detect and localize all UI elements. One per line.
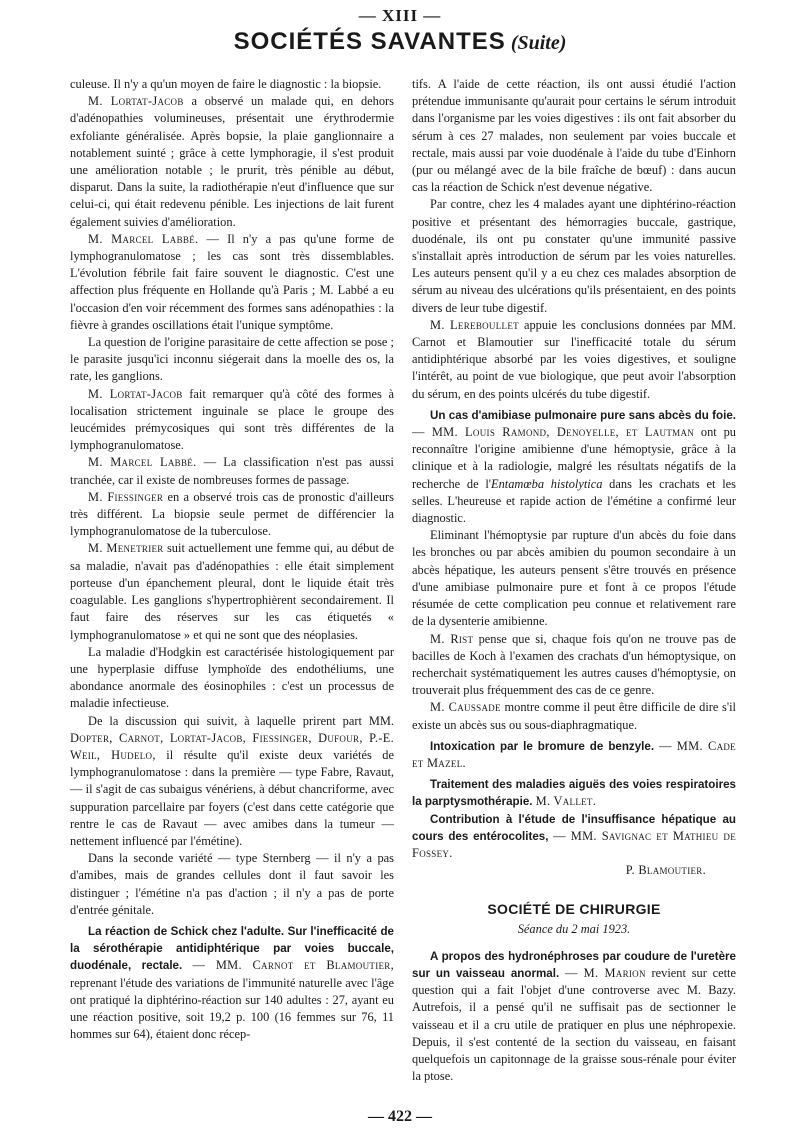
- speaker-name: M. Marcel Labbé.: [88, 455, 197, 470]
- paragraph: Dans la seconde variété — type Sternberg — il n'y a pas d'amibes, mais de grandes cellules dont il faut savoir les distinguer ; l'émétine n'a pas d'action ; il n'y a pas de porte d'entrée génitale.: [70, 851, 394, 917]
- communication-title: Traitement des maladies aiguës des voies respiratoires la parptysmothérapie.: [412, 778, 736, 809]
- speaker-name: M. Menetrier: [88, 541, 164, 556]
- page-number-footer: — 422 —: [368, 1108, 432, 1125]
- paragraph-text: pense que si, chaque fois qu'on ne trouve pas de bacilles de Koch à l'examen des crachats d'un hémoptysique, on recherchait systématiquement les autres causes d'hémoptysie, on trouverait plus fréquemment des cas de ce genre.: [412, 631, 736, 698]
- communication-title: Un cas d'amibiase pulmonaire pure sans abcès du foie.: [430, 408, 736, 422]
- report-signature: P. Blamoutier.: [625, 863, 706, 878]
- communication-paragraph: [412, 776, 736, 810]
- paragraph-text: reprenant l'étude des variations de l'immunité naturelle avec l'âge ont pratiqué la diphtérino-réaction sur 140 adultes : 27, ayant eu une réaction positive, soit 19,2 p. 100 (16 femmes sur 76, 11 hommes sur 64), étaient donc récep-: [70, 975, 394, 1042]
- speaker-name: M. Lortat-Jacob: [88, 94, 184, 109]
- paragraph: [70, 386, 394, 455]
- speaker-name: M. Rist: [430, 631, 474, 646]
- paragraph-text: en a observé trois cas de pronostic d'ailleurs très différent. La biopsie seule permet de différencier la lymphogranulomatose de la tuberculose.: [70, 489, 394, 539]
- paragraph: [412, 317, 736, 403]
- communication-title: La réaction de Schick chez l'adulte. Sur l'inefficacité de la sérothérapie antidiphtérique par voies buccale, duodénale, rectale.: [70, 924, 394, 973]
- participant-names: Dopter, Carnot, Lortat-Jacob, Fiessinger, Dufour, P.-E. Weil, Hudelo,: [70, 730, 394, 762]
- speaker-name: M. Caussade: [430, 700, 501, 715]
- speaker-name: M. Lereboullet: [430, 317, 519, 332]
- paragraph-text: — Il n'y a pas qu'une forme de lymphogranulomatose ; les cas sont très dissemblables. L'évolution fébrile fait faire souvent le diagnostic. C'est une affection plus fréquente en Hollande qu'à Paris ; M. Labbé a eu l'occasion d'en voir récemment des formes sans adénopathies : la fièvre à grandes oscillations était l'unique symptôme.: [70, 231, 394, 332]
- communication-paragraph: [412, 738, 736, 772]
- communication-paragraph: [412, 811, 736, 880]
- paragraph-text: il résulte qu'il existe deux variétés de lymphogranulomatose : dans la première — type Fabre, Ravaut, — il s'agit de cas subaigus vénériens, à début chancriforme, avec suppuration parcellaire par foyers (c'est dans cette catégorie que rentre le cas de Ravaut — avec amibes dans la tumeur — nettement influencé par l'émétine).: [70, 747, 394, 848]
- author-names: — MM. Savignac et Mathieu de Fossey.: [412, 828, 736, 860]
- communication-title: Contribution à l'étude de l'insuffisance hépatique au cours des entérocolites,: [412, 812, 736, 843]
- paragraph-text: revient sur cette question qui a fait l'objet d'une controverse avec M. Bazy. Autrefois, il a pensé qu'il ne suffisait pas de sectionner le vaisseau et il a cru utile de pratiquer en plus une néphropexie. Depuis, il s'est contenté de la section du vaisseau, en faisant quelquefois un capitonnage de la graisse sous-rénale pour éviter la ptose.: [412, 965, 736, 1084]
- communication-title: Intoxication par le bromure de benzyle.: [430, 739, 655, 753]
- author-names: — MM. Louis Ramond, Denoyelle, et Lautman: [412, 425, 695, 440]
- paragraph-text: fait remarquer qu'à côté des formes à localisation strictement inguinale se place le groupe des leucémides prémycosiques qui sont très différentes de la lymphogranulomatose.: [70, 386, 394, 453]
- author-names: — M. Marion: [564, 965, 646, 980]
- species-name: Entamœba histolytica: [491, 476, 603, 491]
- paragraph: [70, 454, 394, 488]
- paragraph: [412, 699, 736, 733]
- paragraph: [70, 713, 394, 851]
- session-date: Séance du 2 mai 1923.: [517, 921, 631, 936]
- section-title: SOCIÉTÉ DE CHIRURGIE: [487, 901, 661, 918]
- author-names: — MM. Cade et Mazel.: [412, 738, 736, 770]
- author-names: M. Vallet.: [535, 794, 597, 809]
- paragraph: Par contre, chez les 4 malades ayant une diphtérino-réaction positive et présentant des hémorragies buccale, gastrique, duodénale, ils ont pu constater qu'une immunité passive s'installait après introduction de sérum par les voies naturelles. Les auteurs pensent qu'il y a eu chez ces malades absorption de sérum au niveau des ulcérations qu'ils présentaient, en des points divers de leur tube digestif.: [412, 197, 736, 315]
- paragraph-text: a observé un malade qui, en dehors d'adénopathies volumineuses, présentait une érythrodermie exfoliante généralisée. Après bopsie, la plaie ganglionnaire a notablement suinté ; grâce à cette lymphoragie, il s'est produit une amélioration notable ; le prurit, très pénible au début, disparut. Dans la suite, la radiothérapie n'eut d'influence que sur celui-ci, qui était redevenu pénible. Les injections de lait furent également suivies d'amélioration.: [70, 94, 394, 229]
- author-names: — MM. Carnot et Blamoutier,: [192, 958, 394, 973]
- paragraph: culeuse. Il n'y a qu'un moyen de faire le diagnostic : la biopsie.: [70, 77, 382, 91]
- title-suffix: (Suite): [510, 32, 567, 54]
- paragraph: Eliminant l'hémoptysie par rupture d'un abcès du foie dans les bronches ou par abcès amibien du poumon secondaire à un abcès hépatique, les auteurs pensent s'être trouvés en présence d'une amibiase pulmonaire pure et font à ce propos l'étude résumée de cette complication peu connue et relativement rare de la dysenterie amibienne.: [412, 528, 736, 629]
- right-column: [412, 76, 736, 1085]
- speaker-name: M. Lortat-Jacob: [88, 386, 183, 401]
- communication-paragraph: [412, 407, 736, 527]
- paragraph-text: appuie les conclusions données par MM. Carnot et Blamoutier sur l'inefficacité totale du sérum antidiphtérique absorbé par les voies digestives, et souligne l'intérêt, au point de vue biologique, que peut avoir l'absorption du sérum, en des points ulcérés du tube digestif.: [412, 317, 736, 401]
- paragraph-text: montre comme il peut être difficile de dire s'il existe un abcès sus ou sous-diaphragmatique.: [412, 700, 736, 732]
- paragraph: [70, 540, 394, 643]
- journal-section-title: SOCIÉTÉS SAVANTES: [233, 28, 506, 55]
- communication-title: A propos des hydronéphroses par coudure de l'uretère sur un vaisseau anormal.: [412, 949, 736, 980]
- paragraph: tifs. A l'aide de cette réaction, ils ont aussi étudié l'action prétendue immunisante qu'aurait pour certains le sérum introduit dans l'organisme par les voies digestives : ils ont fait absorber du sérum à ces 27 malades, non seulement par voies buccale et rectale, mais aussi par voie duodénale à l'aide du tube d'Einhorn (pur ou mélangé avec de la bile fraîche de bœuf) : dans aucun cas la réaction de Schick n'est devenue négative.: [412, 77, 736, 195]
- page-title: [0, 28, 800, 56]
- communication-paragraph: [70, 923, 394, 1043]
- paragraph: La maladie d'Hodgkin est caractérisée histologiquement par une hyperplasie diffuse lymphoïde des endothéliums, une abondance anormale des éosinophiles : c'est un processus de maladie infectieuse.: [70, 644, 394, 711]
- paragraph: [70, 93, 394, 231]
- paragraph-text: dans les crachats et les selles. L'heureuse et rapide action de l'émétine a confirmé leur diagnostic.: [412, 476, 736, 526]
- paragraph-text: suit actuellement une femme qui, au début de sa maladie, n'avait pas d'adénopathies : elle était simplement porteuse d'un épanchement pleural, dont le liquide était très coagulable. Les ganglions s'hypertrophièrent secondairement. Il faut faire des réserves sur les cas étiquetés « lymphogranulomatose » et qui ne sont que des néoplasies.: [70, 541, 394, 642]
- paragraph: [70, 489, 394, 541]
- roman-page-number: — XIII —: [358, 6, 442, 25]
- paragraph: La question de l'origine parasitaire de cette affection se pose ; le parasite jusqu'ici inconnu siégerait dans la moelle des os, la rate, les ganglions.: [70, 335, 394, 384]
- left-column: [70, 76, 394, 1043]
- speaker-name: M. Marcel Labbé.: [88, 231, 199, 246]
- paragraph-text: De la discussion qui suivit, à laquelle prirent part MM.: [88, 713, 394, 728]
- communication-paragraph: [412, 948, 736, 1086]
- paragraph: [412, 631, 736, 700]
- paragraph: [70, 231, 394, 334]
- speaker-name: M. Fiessinger: [88, 489, 164, 504]
- paragraph-text: ont pu reconnaître l'origine amibienne d'une hémoptysie, grâce à la clinique et à la radiologie, malgré les résultats négatifs de la recherche de l': [412, 425, 737, 491]
- paragraph-text: — La classification n'est pas aussi tranchée, car il existe de nombreuses formes de passage.: [70, 455, 394, 487]
